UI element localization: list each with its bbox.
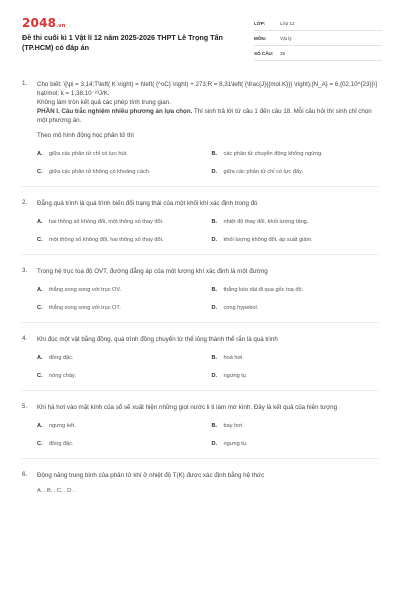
question-intro-line: Cho biết: \[\pi = 3,14;T\left( K \right) = t\left( {^oC} \right) + 273;R = 8,31\left( {\frac{J}{{mol.K}}} \right);{N_A} = 6,{02.10^{23}}\] hạt/mol; k = 1,38.10⁻²³J/K.: [37, 81, 377, 97]
answer-option-d[interactable]: [212, 439, 379, 448]
option-text: một thông số không đổi, hai thông số thay đổi.: [49, 236, 164, 243]
question-3: [22, 267, 378, 323]
option-letter: D.: [211, 304, 218, 311]
answer-option-b[interactable]: [212, 149, 379, 158]
answer-option-d[interactable]: [212, 303, 379, 312]
answer-option-a[interactable]: [37, 353, 204, 362]
answer-option-b[interactable]: [212, 217, 379, 226]
divider: [22, 254, 378, 255]
option-text: hai thông số không đổi, một thông số thay đổi.: [49, 218, 164, 225]
question-stem: Khi hà hơi vào mặt kính của sổ sẽ xuất hiện những giọt nước li ti làm mờ kính. Đây là kết quả của hiện tượng: [37, 404, 338, 411]
question-1: [22, 80, 378, 187]
answer-option-c[interactable]: [37, 371, 204, 380]
option-letter: B.: [211, 150, 218, 157]
option-text: đông đặc.: [49, 440, 74, 447]
option-text: ngưng tụ.: [223, 440, 248, 447]
question-number: 2.: [22, 199, 28, 206]
option-text: giữa các phân tử chỉ có lực đẩy.: [223, 168, 304, 175]
question-number: 5.: [22, 403, 28, 410]
option-text: cong hypebol.: [223, 304, 259, 311]
option-text: ngưng kết.: [49, 422, 76, 429]
info-row-count: [254, 46, 382, 61]
exam-title: Đề thi cuối kì 1 Vật lí 12 năm 2025-2026 THPT Lê Trọng Tấn (TP.HCM) có đáp án: [22, 33, 223, 52]
inline-answer-options[interactable]: A. . B. . C. . D. .: [37, 488, 76, 494]
divider: [22, 458, 378, 459]
logo-suffix: .vn: [56, 23, 66, 29]
answer-option-a[interactable]: [37, 285, 204, 294]
info-label: LỚP:: [254, 20, 266, 26]
info-label: SỐ CÂU:: [254, 50, 274, 56]
option-letter: D.: [211, 440, 218, 447]
option-letter: C.: [37, 304, 43, 311]
question-number: 4.: [22, 335, 28, 342]
answer-option-d[interactable]: [212, 235, 379, 244]
answer-option-d[interactable]: [212, 371, 379, 380]
option-text: thẳng song song với trục OT.: [49, 304, 121, 311]
question-number: 3.: [22, 267, 28, 274]
option-letter: C.: [37, 372, 43, 379]
answer-option-b[interactable]: [212, 421, 379, 430]
info-label: MÔN:: [254, 35, 267, 41]
question-5: [22, 403, 378, 459]
answer-option-b[interactable]: [212, 285, 379, 294]
option-letter: B.: [211, 286, 218, 293]
question-stem: Trong hệ trục toạ độ OVT, đường đẳng áp của một lượng khí xác định là một đường: [37, 268, 268, 275]
question-list: [22, 80, 378, 506]
divider: [22, 186, 378, 187]
option-text: đông đặc.: [49, 354, 74, 361]
answer-option-a[interactable]: [37, 421, 204, 430]
answer-option-c[interactable]: [37, 303, 204, 312]
question-stem: Theo mô hình động học phân tử thì: [37, 132, 135, 139]
divider: [22, 322, 378, 323]
divider: [22, 390, 378, 391]
option-letter: D.: [211, 236, 218, 243]
answer-option-d[interactable]: [212, 167, 379, 176]
option-text: hoá hơi.: [223, 354, 244, 361]
option-letter: B.: [211, 354, 218, 361]
answer-option-c[interactable]: [37, 439, 204, 448]
option-letter: C.: [37, 440, 43, 447]
option-letter: A.: [37, 150, 43, 157]
answer-options: [22, 353, 378, 380]
document-header: [22, 16, 382, 64]
answer-option-b[interactable]: [212, 353, 379, 362]
part-heading-bold: PHẦN I. Câu trắc nghiệm nhiều phương án lựa chọn.: [37, 108, 193, 115]
option-letter: C.: [37, 236, 43, 243]
option-text: nóng chảy.: [49, 372, 76, 379]
part-heading: [37, 107, 378, 125]
question-stem: Đẳng quá trình là quá trình biến đổi trạng thái của một khối khí xác định trong đó: [37, 200, 258, 207]
option-text: ngưng tụ.: [223, 372, 248, 379]
answer-options: [22, 421, 378, 448]
option-letter: B.: [211, 218, 218, 225]
option-letter: B.: [211, 422, 218, 429]
info-row-class: [254, 16, 382, 31]
option-letter: A.: [37, 354, 43, 361]
question-2: [22, 199, 378, 255]
info-row-subject: [254, 31, 382, 46]
option-letter: A.: [37, 286, 43, 293]
question-6: [22, 471, 378, 494]
option-letter: A.: [37, 218, 43, 225]
answer-option-c[interactable]: [37, 235, 204, 244]
option-letter: C.: [37, 168, 43, 175]
option-text: khối lượng không đổi, áp suất giảm.: [223, 236, 313, 243]
info-value: Vật lý: [280, 35, 292, 41]
option-text: giữa các phân tử không có khoảng cách.: [49, 168, 151, 175]
answer-options: [22, 217, 378, 244]
option-letter: D.: [211, 168, 218, 175]
question-intro-line: Không làm tròn kết quả các phép tính trung gian.: [37, 99, 171, 106]
question-number: 1.: [22, 80, 28, 87]
option-text: giữa các phân tử chỉ có lực hút.: [49, 150, 128, 157]
logo-main: 2048: [22, 16, 57, 30]
exam-info-panel: [254, 16, 382, 61]
answer-options: [22, 285, 378, 312]
option-text: thẳng kéo dài đi qua gốc toạ độ.: [223, 286, 304, 293]
option-letter: D.: [211, 372, 218, 379]
answer-options: [22, 149, 378, 176]
option-text: thẳng song song với trục OV.: [49, 286, 122, 293]
option-text: bay hơi.: [223, 422, 244, 429]
info-value: 28: [280, 50, 286, 56]
question-number: 6.: [22, 471, 28, 478]
site-logo[interactable]: [22, 16, 66, 30]
answer-option-a[interactable]: [37, 149, 204, 158]
part-heading-rest: Thí sinh trả lời từ câu 1 đến câu 18. Mỗi câu hỏi thí sinh chỉ chọn một phương án.: [37, 108, 372, 124]
option-text: các phân tử chuyển động không ngừng.: [223, 150, 323, 157]
question-stem: Khi đúc một vật bằng đồng, quá trình đồng chuyển từ thể lỏng thành thể rắn là quá trình: [37, 336, 278, 343]
option-letter: A.: [37, 422, 43, 429]
option-text: nhiệt độ thay đổi, khối lượng tăng.: [223, 218, 309, 225]
info-value: Lớp 12: [280, 20, 295, 26]
question-4: [22, 335, 378, 391]
answer-option-a[interactable]: [37, 217, 204, 226]
answer-option-c[interactable]: [37, 167, 204, 176]
question-stem: Động năng trung bình của phân tử khí ở nhiệt độ T(K) được xác định bằng hệ thức: [37, 472, 265, 479]
